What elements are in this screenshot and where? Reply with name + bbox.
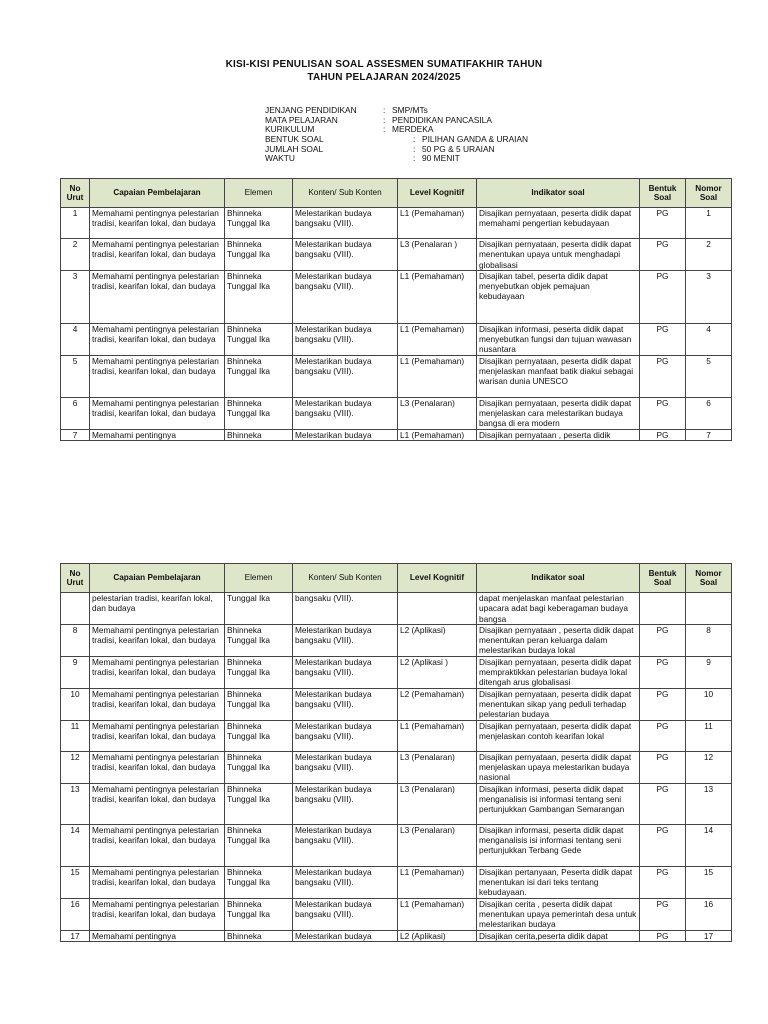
header-nomor: Nomor Soal (686, 564, 732, 593)
cell-no: 3 (61, 270, 90, 323)
cell-elemen: Bhinneka Tunggal Ika (225, 208, 293, 239)
cell-no: 1 (61, 208, 90, 239)
header-nomor: Nomor Soal (686, 179, 732, 208)
cell-no: 17 (61, 930, 90, 941)
cell-bentuk: PG (640, 239, 686, 271)
cell-no: 15 (61, 866, 90, 898)
cell-konten: Melestarikan budaya bangsaku (VIII). (293, 355, 398, 397)
cell-indikator: Disajikan pernyataan, peserta didik dapat menjelaskan upaya melestarikan budaya nasional (477, 751, 640, 783)
cell-capaian: Memahami pentingnya pelestarian tradisi, kearifan lokal, dan budaya (90, 783, 225, 824)
header-indikator: Indikator soal (477, 179, 640, 208)
cell-nomor: 2 (686, 239, 732, 271)
table-row (61, 323, 732, 355)
cell-konten: bangsaku (VIII). (293, 593, 398, 625)
info-separator: : (383, 105, 386, 115)
cell-no: 5 (61, 355, 90, 397)
cell-level: L1 (Pemahaman) (398, 208, 477, 239)
header-bentuk: Bentuk Soal (640, 564, 686, 593)
cell-konten: Melestarikan budaya bangsaku (VIII). (293, 270, 398, 323)
cell-indikator: Disajikan pernyataan , peserta didik dapat menentukan peran keluarga dalam melestarikan budaya lokal (477, 624, 640, 656)
cell-nomor: 1 (686, 208, 732, 239)
cell-capaian: Memahami pentingnya pelestarian tradisi, kearifan lokal, dan budaya (90, 688, 225, 720)
cell-level: L1 (Pemahaman) (398, 898, 477, 930)
cell-konten: Melestarikan budaya bangsaku (VIII). (293, 397, 398, 429)
cell-elemen: Bhinneka Tunggal Ika (225, 355, 293, 397)
cell-bentuk: PG (640, 323, 686, 355)
cell-bentuk: PG (640, 688, 686, 720)
info-separator: : (383, 114, 386, 125)
table-row (61, 751, 732, 783)
header-elemen: Elemen (225, 179, 293, 208)
header-bentuk: Bentuk Soal (640, 179, 686, 208)
cell-nomor: 11 (686, 720, 732, 751)
cell-no: 8 (61, 624, 90, 656)
cell-capaian: Memahami pentingnya pelestarian tradisi, kearifan lokal, dan budaya (90, 208, 225, 239)
header-indikator: Indikator soal (477, 564, 640, 593)
table-header-row (61, 564, 732, 593)
cell-capaian: Memahami pentingnya pelestarian tradisi, kearifan lokal, dan budaya (90, 624, 225, 656)
table-header-row (61, 179, 732, 208)
info-value: 90 MENIT (422, 153, 460, 164)
info-label: WAKTU (265, 153, 295, 164)
cell-no: 12 (61, 751, 90, 783)
cell-capaian: Memahami pentingnya pelestarian tradisi, kearifan lokal, dan budaya (90, 866, 225, 898)
info-label: KURIKULUM (265, 124, 315, 135)
table-row (61, 355, 732, 397)
cell-bentuk: PG (640, 898, 686, 930)
table-row (61, 656, 732, 688)
cell-no: 6 (61, 397, 90, 429)
info-value: PILIHAN GANDA & URAIAN (422, 134, 529, 145)
cell-elemen: Bhinneka Tunggal Ika (225, 239, 293, 271)
cell-capaian: Memahami pentingnya (90, 930, 225, 941)
table-row (61, 866, 732, 898)
cell-no: 13 (61, 783, 90, 824)
cell-level: L3 (Penalaran ) (398, 239, 477, 271)
cell-nomor: 8 (686, 624, 732, 656)
cell-bentuk: PG (640, 656, 686, 688)
cell-no (61, 593, 90, 625)
cell-no: 9 (61, 656, 90, 688)
cell-konten: Melestarikan budaya bangsaku (VIII). (293, 323, 398, 355)
header-konten: Konten/ Sub Konten (293, 179, 398, 208)
cell-elemen: Bhinneka Tunggal Ika (225, 688, 293, 720)
cell-bentuk: PG (640, 270, 686, 323)
cell-bentuk: PG (640, 824, 686, 866)
cell-elemen: Bhinneka (225, 930, 293, 941)
info-value: 50 PG & 5 URAIAN (422, 143, 495, 154)
cell-capaian: Memahami pentingnya pelestarian tradisi, kearifan lokal, dan budaya (90, 239, 225, 271)
info-separator: : (413, 134, 416, 145)
cell-level: L1 (Pemahaman) (398, 429, 477, 440)
info-separator: : (383, 124, 386, 135)
cell-nomor: 17 (686, 930, 732, 941)
table-row (61, 783, 732, 824)
cell-level: L3 (Penalaran) (398, 824, 477, 866)
cell-elemen: Bhinneka Tunggal Ika (225, 624, 293, 656)
cell-konten: Melestarikan budaya bangsaku (VIII). (293, 239, 398, 271)
cell-bentuk: PG (640, 720, 686, 751)
table-row (61, 898, 732, 930)
info-separator: : (413, 143, 416, 154)
cell-bentuk (640, 593, 686, 625)
header-level: Level Kognitif (398, 179, 477, 208)
cell-elemen: Bhinneka Tunggal Ika (225, 720, 293, 751)
document-title: KISI-KISI PENULISAN SOAL ASSESMEN SUMATIFAKHIR TAHUN (225, 59, 543, 70)
table-row (61, 930, 732, 941)
cell-bentuk: PG (640, 930, 686, 941)
table-row (61, 624, 732, 656)
cell-indikator: Disajikan informasi, peserta didik dapat menyebutkan fungsi dan tujuan wawasan nusantara (477, 323, 640, 355)
cell-capaian: Memahami pentingnya pelestarian tradisi, kearifan lokal, dan budaya (90, 720, 225, 751)
cell-konten: Melestarikan budaya bangsaku (VIII). (293, 688, 398, 720)
cell-nomor (686, 593, 732, 625)
cell-indikator: dapat menjelaskan manfaat pelestarian upacara adat bagi keberagaman budaya bangsa (477, 593, 640, 625)
cell-nomor: 13 (686, 783, 732, 824)
kisi-kisi-table-page2 (60, 563, 732, 942)
cell-elemen: Bhinneka Tunggal Ika (225, 656, 293, 688)
cell-indikator: Disajikan pernyataan, peserta didik dapat mempraktikkan pelestarian budaya lokal ditengah arus globalisasi (477, 656, 640, 688)
cell-bentuk: PG (640, 208, 686, 239)
cell-konten: Melestarikan budaya (293, 930, 398, 941)
cell-capaian: Memahami pentingnya pelestarian tradisi, kearifan lokal, dan budaya (90, 355, 225, 397)
cell-level: L3 (Penalaran) (398, 751, 477, 783)
cell-indikator: Disajikan pernyataan, peserta didik dapat menjelaskan cara melestarikan budaya bangsa di era modern (477, 397, 640, 429)
cell-konten: Melestarikan budaya (293, 429, 398, 440)
header-no-urut: No Urut (61, 179, 90, 208)
kisi-kisi-table-page1 (60, 178, 732, 441)
table-row (61, 824, 732, 866)
cell-level: L2 (Aplikasi) (398, 930, 477, 941)
cell-capaian: pelestarian tradisi, kearifan lokal, dan budaya (90, 593, 225, 625)
cell-bentuk: PG (640, 751, 686, 783)
cell-konten: Melestarikan budaya bangsaku (VIII). (293, 751, 398, 783)
cell-level: L2 (Pemahaman) (398, 688, 477, 720)
header-capaian: Capaian Pembelajaran (90, 564, 225, 593)
table-row (61, 688, 732, 720)
info-value: PENDIDIKAN PANCASILA (392, 114, 492, 125)
cell-nomor: 12 (686, 751, 732, 783)
cell-indikator: Disajikan pernyataan, peserta didik dapat memahami pengertian kebudayaan (477, 208, 640, 239)
cell-konten: Melestarikan budaya bangsaku (VIII). (293, 720, 398, 751)
cell-level: L2 (Aplikasi) (398, 624, 477, 656)
cell-elemen: Bhinneka Tunggal Ika (225, 323, 293, 355)
cell-nomor: 6 (686, 397, 732, 429)
cell-elemen: Bhinneka Tunggal Ika (225, 783, 293, 824)
header-level: Level Kognitif (398, 564, 477, 593)
cell-indikator: Disajikan pernyataan, peserta didik dapat menjelaskan manfaat batik diakui sebagai warisan dunia UNESCO (477, 355, 640, 397)
cell-level: L1 (Pemahaman) (398, 355, 477, 397)
table-row (61, 397, 732, 429)
cell-bentuk: PG (640, 624, 686, 656)
cell-capaian: Memahami pentingnya pelestarian tradisi, kearifan lokal, dan budaya (90, 898, 225, 930)
cell-bentuk: PG (640, 429, 686, 440)
table-row (61, 720, 732, 751)
cell-capaian: Memahami pentingnya pelestarian tradisi, kearifan lokal, dan budaya (90, 751, 225, 783)
table-row (61, 593, 732, 625)
cell-indikator: Disajikan informasi, peserta didik dapat menganalisis isi informasi tentang seni pertunjukkan Gambangan Semarangan (477, 783, 640, 824)
info-label: BENTUK SOAL (265, 134, 324, 145)
cell-konten: Melestarikan budaya bangsaku (VIII). (293, 824, 398, 866)
cell-bentuk: PG (640, 397, 686, 429)
cell-indikator: Disajikan pernyataan, peserta didik dapat menjelaskan contoh kearifan lokal (477, 720, 640, 751)
info-separator: : (413, 153, 416, 164)
cell-konten: Melestarikan budaya bangsaku (VIII). (293, 783, 398, 824)
cell-level: L2 (Aplikasi ) (398, 656, 477, 688)
cell-elemen: Bhinneka Tunggal Ika (225, 824, 293, 866)
cell-elemen: Bhinneka (225, 429, 293, 440)
cell-no: 14 (61, 824, 90, 866)
cell-level: L3 (Penalaran) (398, 397, 477, 429)
header-capaian: Capaian Pembelajaran (90, 179, 225, 208)
header-no-urut: No Urut (61, 564, 90, 593)
cell-no: 2 (61, 239, 90, 271)
cell-nomor: 7 (686, 429, 732, 440)
info-label: JUMLAH SOAL (265, 143, 324, 154)
cell-nomor: 14 (686, 824, 732, 866)
cell-nomor: 16 (686, 898, 732, 930)
cell-indikator: Disajikan pernyataan, peserta didik dapat menentukan upaya untuk menghadapi globalisasi (477, 239, 640, 271)
cell-indikator: Disajikan informasi, peserta didik dapat menganalisis isi informasi tentang seni pertunjukkan Terbang Gede (477, 824, 640, 866)
cell-no: 11 (61, 720, 90, 751)
document-subtitle: TAHUN PELAJARAN 2024/2025 (307, 72, 461, 83)
info-label: JENJANG PENDIDIKAN (265, 105, 357, 115)
cell-level: L1 (Pemahaman) (398, 270, 477, 323)
cell-elemen: Bhinneka Tunggal Ika (225, 397, 293, 429)
cell-elemen: Bhinneka Tunggal Ika (225, 751, 293, 783)
table-row (61, 270, 732, 323)
cell-nomor: 15 (686, 866, 732, 898)
table-row (61, 239, 732, 271)
cell-nomor: 9 (686, 656, 732, 688)
cell-level: L1 (Pemahaman) (398, 720, 477, 751)
cell-no: 10 (61, 688, 90, 720)
cell-bentuk: PG (640, 355, 686, 397)
table-row (61, 208, 732, 239)
info-value: SMP/MTs (392, 105, 428, 115)
cell-indikator: Disajikan cerita , peserta didik dapat menentukan upaya pemerintah desa untuk melestarikan budaya (477, 898, 640, 930)
cell-capaian: Memahami pentingnya pelestarian tradisi, kearifan lokal, dan budaya (90, 656, 225, 688)
cell-nomor: 3 (686, 270, 732, 323)
cell-no: 7 (61, 429, 90, 440)
cell-bentuk: PG (640, 783, 686, 824)
cell-indikator: Disajikan tabel, peserta didik dapat menyebutkan objek pemajuan kebudayaan (477, 270, 640, 323)
cell-konten: Melestarikan budaya bangsaku (VIII). (293, 866, 398, 898)
cell-elemen: Bhinneka Tunggal Ika (225, 866, 293, 898)
cell-indikator: Disajikan pertanyaan, Peserta didik dapat menentukan isi dari teks tentang kebudayaan. (477, 866, 640, 898)
cell-capaian: Memahami pentingnya pelestarian tradisi, kearifan lokal, dan budaya (90, 397, 225, 429)
cell-capaian: Memahami pentingnya pelestarian tradisi, kearifan lokal, dan budaya (90, 323, 225, 355)
cell-no: 16 (61, 898, 90, 930)
cell-nomor: 10 (686, 688, 732, 720)
cell-level: L1 (Pemahaman) (398, 323, 477, 355)
cell-indikator: Disajikan pernyataan, peserta didik dapat menentukan sikap yang peduli terhadap pelestarian budaya (477, 688, 640, 720)
header-elemen: Elemen (225, 564, 293, 593)
info-value: MERDEKA (392, 124, 434, 135)
cell-elemen: Tunggal Ika (225, 593, 293, 625)
cell-konten: Melestarikan budaya bangsaku (VIII). (293, 624, 398, 656)
cell-level: L1 (Pemahaman) (398, 866, 477, 898)
cell-nomor: 5 (686, 355, 732, 397)
header-konten: Konten/ Sub Konten (293, 564, 398, 593)
cell-bentuk: PG (640, 866, 686, 898)
cell-konten: Melestarikan budaya bangsaku (VIII). (293, 898, 398, 930)
cell-level: L3 (Penalaran) (398, 783, 477, 824)
cell-elemen: Bhinneka Tunggal Ika (225, 270, 293, 323)
cell-level (398, 593, 477, 625)
cell-elemen: Bhinneka Tunggal Ika (225, 898, 293, 930)
cell-konten: Melestarikan budaya bangsaku (VIII). (293, 208, 398, 239)
cell-konten: Melestarikan budaya bangsaku (VIII). (293, 656, 398, 688)
cell-no: 4 (61, 323, 90, 355)
cell-nomor: 4 (686, 323, 732, 355)
cell-indikator: Disajikan pernyataan , peserta didik (477, 429, 640, 440)
cell-indikator: Disajikan cerita,peserta didik dapat (477, 930, 640, 941)
info-label: MATA PELAJARAN (265, 114, 338, 125)
cell-capaian: Memahami pentingnya pelestarian tradisi, kearifan lokal, dan budaya (90, 824, 225, 866)
cell-capaian: Memahami pentingnya (90, 429, 225, 440)
table-row (61, 429, 732, 440)
cell-capaian: Memahami pentingnya pelestarian tradisi, kearifan lokal, dan budaya (90, 270, 225, 323)
